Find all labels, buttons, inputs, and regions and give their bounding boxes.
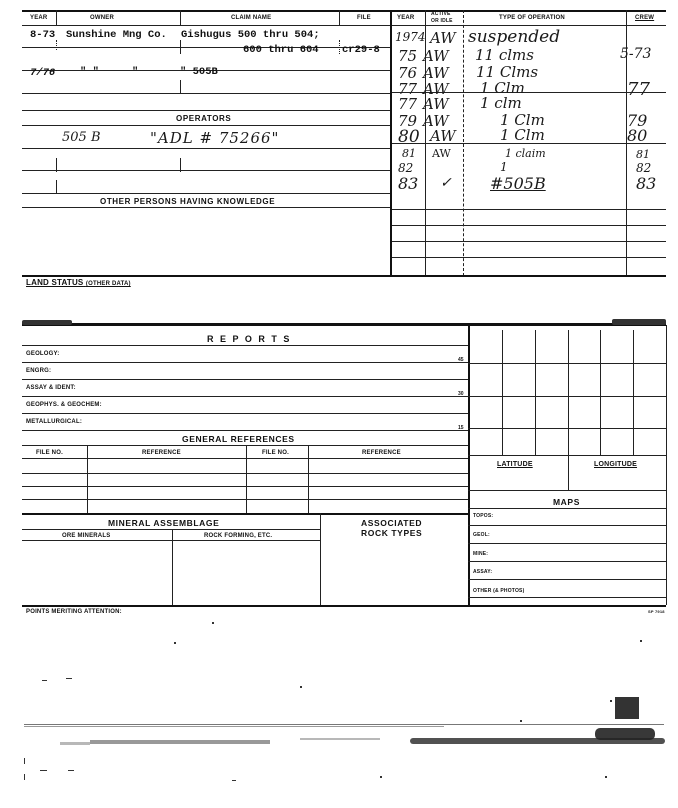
op-9-year: 82 [398, 161, 414, 175]
op-3-year: 76 [398, 64, 418, 82]
op-1-status: AW [430, 29, 456, 47]
land-status-label [26, 278, 131, 287]
op-6-status: AW [423, 112, 449, 130]
operator-1: 505 B [62, 130, 101, 145]
longitude-label: LONGITUDE [594, 461, 638, 468]
op-1-year: 1974 [395, 30, 426, 44]
col-file-label: FILE [357, 15, 371, 21]
geology-label: GEOLOGY: [26, 351, 60, 357]
ore-minerals-label: ORE MINERALS [62, 533, 111, 539]
op-7-type: 1 Clm [500, 126, 545, 144]
op-8-status: AW [432, 147, 451, 160]
col-owner-label: OWNER [90, 15, 114, 21]
report-num-15: 15 [458, 425, 464, 431]
ink-blot-right [612, 319, 666, 325]
op-1-type: suspended [468, 27, 561, 47]
col-crew-label: CREW [635, 15, 655, 21]
claim-3-owner-2: " [132, 66, 139, 78]
op-10-crew: 83 [636, 174, 657, 193]
op-8-type: 1 claim [505, 147, 546, 160]
op-7-status: AW [430, 127, 456, 145]
latitude-label: LATITUDE [497, 461, 533, 468]
col-claim-name-label: CLAIM NAME [231, 15, 272, 21]
claim-3-owner: " " [80, 66, 99, 78]
claim-2-file: cr29-8 [342, 44, 380, 56]
maps-mine-label: MINE: [473, 551, 489, 557]
op-8-crew: 81 [636, 148, 650, 161]
col-active-label: ACTIVE [431, 11, 451, 17]
op-5-status: AW [423, 95, 449, 113]
mineral-assemblage-title: MINERAL ASSEMBLAGE [108, 518, 220, 528]
points-meriting-label: POINTS MERITING ATTENTION: [26, 609, 122, 615]
ref-file-no-2: FILE NO. [262, 450, 289, 456]
ref-file-no-1: FILE NO. [36, 450, 63, 456]
maps-geol-label: GEOL: [473, 532, 490, 538]
operator-2: "ADL # 75266" [150, 129, 280, 147]
col-year-label: YEAR [30, 15, 48, 21]
land-status-sub: (OTHER DATA) [85, 281, 131, 287]
claim-3-name: " 505B [180, 66, 218, 78]
other-persons-title: OTHER PERSONS HAVING KNOWLEDGE [100, 197, 276, 206]
geophys-label: GEOPHYS. & GEOCHEM: [26, 402, 102, 408]
op-6-crew: 79 [627, 111, 648, 130]
report-num-45: 45 [458, 357, 464, 363]
claim-1-year: 8-73 [30, 29, 56, 41]
op-9-crew: 82 [636, 161, 652, 175]
claim-3-year: 7/76 [30, 67, 56, 79]
op-10-year: 83 [398, 174, 419, 193]
ref-reference-2: REFERENCE [362, 450, 401, 456]
metallurgical-label: METALLURGICAL: [26, 419, 83, 425]
maps-topos-label: TOPOS: [473, 513, 494, 519]
land-status-text: LAND STATUS [26, 278, 84, 287]
report-num-30: 30 [458, 391, 464, 397]
rock-forming-label: ROCK FORMING, ETC. [204, 533, 273, 539]
assay-ident-label: ASSAY & IDENT: [26, 385, 76, 391]
op-6-type: 1 Clm [500, 111, 545, 129]
op-8-year: 81 [402, 147, 416, 160]
op-5-type: 1 clm [480, 94, 522, 112]
op-2-status: AW [423, 47, 449, 65]
op-7-year: 80 [398, 127, 420, 147]
operators-title: OPERATORS [176, 114, 232, 123]
op-3-status: AW [423, 64, 449, 82]
op-7-crew: 80 [627, 126, 648, 145]
col-idle-label: OR IDLE [431, 18, 453, 24]
maps-assay-label: ASSAY: [473, 569, 493, 575]
ref-reference-1: REFERENCE [142, 450, 181, 456]
claim-1-name: Gishugus 500 thru 504; [181, 29, 320, 41]
maps-title: MAPS [553, 497, 580, 507]
col-year2-label: YEAR [397, 15, 415, 21]
op-4-crew: 77 [627, 79, 650, 100]
maps-other-label: OTHER (& PHOTOS) [473, 588, 525, 594]
op-10-type: #505B [490, 174, 546, 193]
op-2-crew: 5-73 [620, 46, 652, 62]
reports-title: R E P O R T S [207, 334, 292, 344]
associated-label: ASSOCIATED [361, 518, 423, 528]
ink-blot-left [22, 320, 72, 325]
claim-2-name: 600 thru 604 [243, 44, 319, 56]
op-2-year: 75 [398, 47, 418, 65]
op-6-year: 79 [398, 112, 418, 130]
scan-smudge-block [615, 697, 639, 719]
op-10-status: ✓ [440, 175, 452, 191]
general-references-title: GENERAL REFERENCES [182, 434, 295, 444]
rock-types-label: ROCK TYPES [361, 528, 423, 538]
op-3-type: 11 Clms [476, 63, 539, 81]
claim-1-owner: Sunshine Mng Co. [66, 29, 167, 41]
col-type-label: TYPE OF OPERATION [499, 15, 565, 21]
op-4-type: 1 Clm [480, 79, 525, 97]
op-2-type: 11 clms [475, 46, 534, 64]
op-4-status: AW [423, 80, 449, 98]
form-number: SP 7918 [648, 609, 665, 614]
op-5-year: 77 [398, 95, 418, 113]
engrg-label: ENGRG: [26, 368, 52, 374]
op-4-year: 77 [398, 80, 418, 98]
op-9-type: 1 [500, 160, 508, 174]
